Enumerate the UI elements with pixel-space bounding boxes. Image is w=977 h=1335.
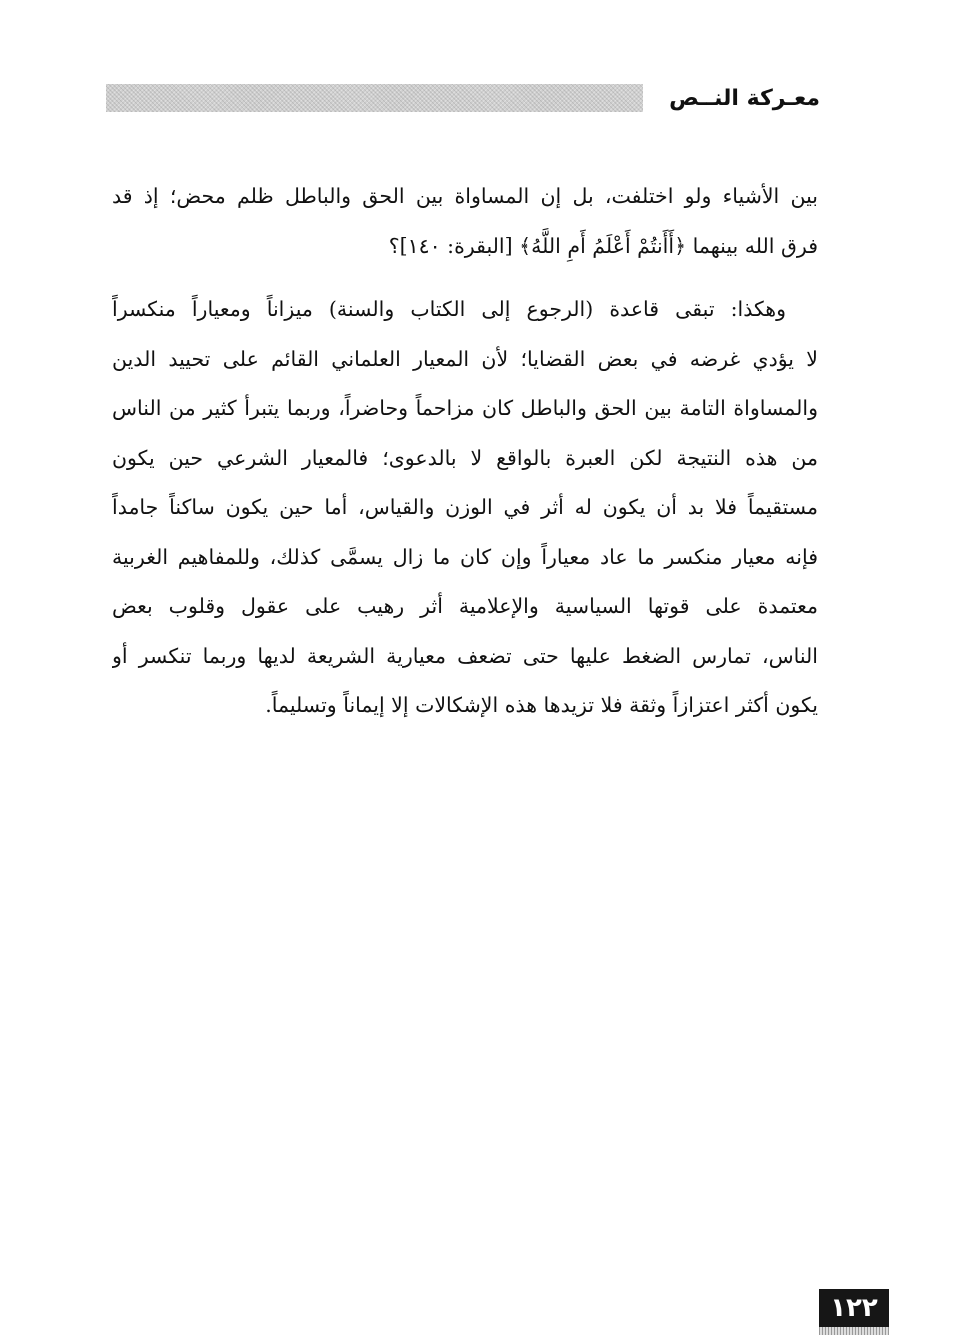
body-text <box>112 172 818 731</box>
text-line: وهكذا: تبقى قاعدة (الرجوع إلى الكتاب والسنة) ميزاناً ومعياراً منكسراً <box>112 297 786 321</box>
text-line: فرق الله بينهما ﴿أَأَنتُمْ أَعْلَمُ أَمِ اللَّهُ﴾ [البقرة: ١٤٠]؟ <box>388 233 818 258</box>
header-decorative-band <box>106 84 643 112</box>
text-line: يكون أكثر اعتزازاً وثقة فلا تزيدها هذه الإشكالات إلا إيماناً وتسليماً. <box>265 693 818 717</box>
page-number-shadow <box>819 1327 889 1335</box>
text-line: فإنه معيار منكسر ما عاد معياراً وإن كان ما زال يسمَّى كذلك، وللمفاهيم الغربية <box>112 544 818 569</box>
text-line: الناس، تمارس الضغط عليها حتى تضعف معيارية الشريعة لديها وربما تنكسر أو <box>112 643 818 668</box>
paragraph-gap <box>112 271 818 285</box>
text-line: بين الأشياء ولو اختلفت، بل إن المساواة بين الحق والباطل ظلم محض؛ إذ قد <box>112 184 818 208</box>
text-line: من هذه النتيجة لكن العبرة بالواقع لا بالدعوى؛ فالمعيار الشرعي حين يكون <box>112 445 818 470</box>
text-line: معتمدة على قوتها السياسية والإعلامية أثر رهيب على عقول وقلوب بعض <box>112 594 818 618</box>
text-line: والمساواة التامة بين الحق والباطل كان مزاحماً وحاضراً، وربما يتبرأ كثير من الناس <box>112 396 818 420</box>
header-title: معـركة النــص <box>669 85 820 111</box>
page-number: ١٢٢ <box>819 1289 889 1327</box>
running-header <box>106 78 820 118</box>
text-line: لا يؤدي غرضه في بعض القضايا؛ لأن المعيار العلماني القائم على تحييد الدين <box>112 346 818 371</box>
paragraph <box>112 172 818 271</box>
paragraph <box>112 285 818 731</box>
text-line: مستقيماً فلا بد أن يكون له أثر في الوزن والقياس، أما حين يكون ساكناً جامداً <box>112 495 818 519</box>
